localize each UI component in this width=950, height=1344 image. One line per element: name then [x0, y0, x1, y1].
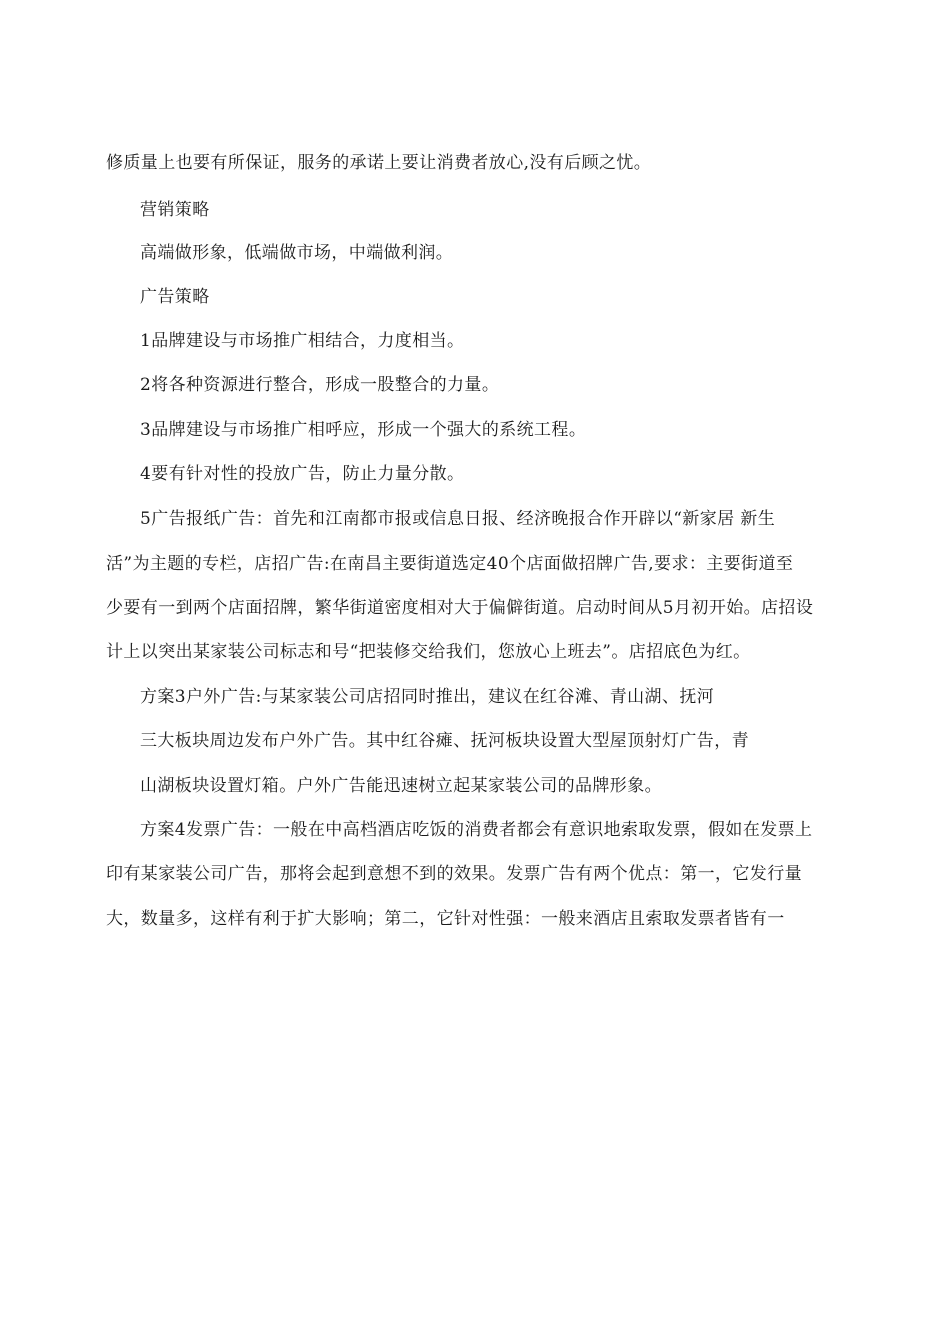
paragraph-line: 印有某家装公司广告，那将会起到意想不到的效果。发票广告有两个优点：第一，它发行量 — [106, 864, 802, 884]
list-item: 1品牌建设与市场推广相结合，力度相当。 — [140, 331, 465, 351]
paragraph-line: 大，数量多，这样有利于扩大影响；第二，它针对性强：一般来酒店且索取发票者皆有一 — [106, 909, 785, 929]
paragraph-line: 修质量上也要有所保证，服务的承诺上要让消费者放心,没有后顾之忧。 — [106, 153, 652, 173]
paragraph-line: 三大板块周边发布户外广告。其中红谷瘫、抚河板块设置大型屋顶射灯广告，青 — [140, 731, 749, 751]
section-heading: 广告策略 — [140, 287, 210, 307]
list-item: 2将各种资源进行整合，形成一股整合的力量。 — [140, 375, 500, 395]
paragraph-line: 少要有一到两个店面招牌，繁华街道密度相对大于偏僻街道。启动时间从5月初开始。店招设 — [106, 598, 814, 618]
paragraph-line: 高端做形象，低端做市场，中端做利润。 — [140, 243, 454, 263]
list-item: 3品牌建设与市场推广相呼应，形成一个强大的系统工程。 — [140, 420, 587, 440]
paragraph-line: 方案3户外广告:与某家装公司店招同时推出，建议在红谷滩、青山湖、抚河 — [140, 687, 715, 707]
paragraph-line: 活”为主题的专栏，店招广告:在南昌主要街道选定40个店面做招牌广告,要求：主要街道至 — [106, 554, 794, 574]
list-item: 5广告报纸广告：首先和江南都市报或信息日报、经济晚报合作开辟以“新家居 新生 — [140, 509, 776, 529]
paragraph-line: 山湖板块设置灯箱。户外广告能迅速树立起某家装公司的品牌形象。 — [140, 776, 662, 796]
paragraph-line: 方案4发票广告：一般在中高档酒店吃饭的消费者都会有意识地索取发票，假如在发票上 — [140, 820, 813, 840]
list-item: 4要有针对性的投放广告，防止力量分散。 — [140, 464, 465, 484]
section-heading: 营销策略 — [140, 200, 210, 220]
paragraph-line: 计上以突出某家装公司标志和号“把装修交给我们，您放心上班去”。店招底色为红。 — [106, 642, 751, 662]
